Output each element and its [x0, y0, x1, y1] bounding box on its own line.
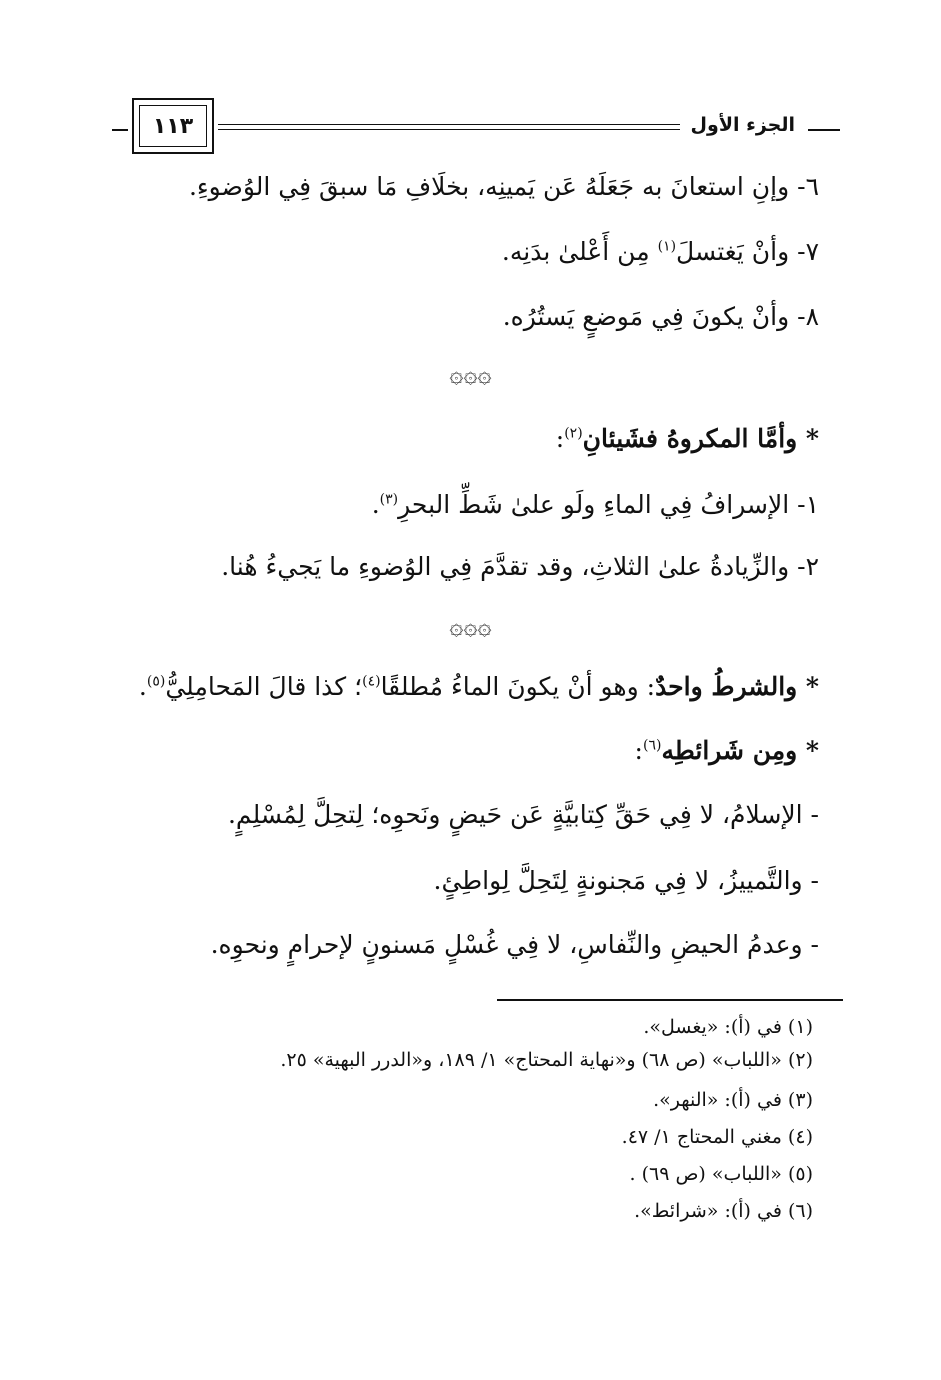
- header-double-rule: [218, 124, 680, 130]
- footnote-separator: [497, 999, 843, 1001]
- text-line: [372, 490, 819, 519]
- footnote: (٢) «اللباب» (ص ٦٨) و«نهاية المحتاج» ١/ ١٨٩، و«الدرر البهية» ٢٥.: [280, 1049, 813, 1071]
- line-text: : وهو أنْ يكونَ الماءُ مُطلقًا: [380, 672, 656, 701]
- page-number: ١١٣: [139, 105, 207, 147]
- heading-text: * والشرطُ واحدٌ: [655, 672, 819, 701]
- heading-text: * ومِن شَرائطِه: [661, 736, 819, 765]
- line-end: .: [138, 672, 147, 701]
- heading-colon: :: [555, 424, 565, 453]
- line-text: - وعدمُ الحيضِ والنِّفاسِ، لا فِي غُسْلٍ مَسنونٍ لإحرامٍ ونحوِه.: [210, 930, 819, 959]
- footnote-ref[interactable]: (٤): [362, 673, 381, 690]
- section-ornament: ۞۞۞: [449, 360, 492, 388]
- footnote-ref[interactable]: (٢): [564, 425, 583, 442]
- line-text: ٧- وأنْ يَغتسلَ: [676, 237, 819, 266]
- section-ornament: ۞۞۞: [449, 612, 492, 640]
- line-text: ؛ كذا قالَ المَحامِلِيُّ: [165, 672, 363, 701]
- footnote: (١) في (أ): «يغسل».: [643, 1016, 813, 1038]
- line-text: ٨- وأنْ يكونَ فِي مَوضعٍ يَستُرُه.: [502, 302, 819, 331]
- footnote-ref[interactable]: (٦): [642, 737, 662, 754]
- footnote-ref[interactable]: (١): [657, 238, 677, 255]
- header-dash-left: [112, 129, 128, 131]
- footnote-ref[interactable]: (٣): [379, 491, 399, 508]
- line-text: ١- الإسرافُ فِي الماءِ ولَو علىٰ شَطِّ البحرِ: [398, 490, 819, 519]
- text-line: [503, 302, 819, 331]
- text-line: [434, 866, 820, 895]
- line-text: - والتَّمييزُ، لا فِي مَجنونةٍ لِتَحِلَّ لِواطِئٍ.: [433, 866, 819, 895]
- text-line: [189, 172, 819, 201]
- heading-text: * وأمَّا المكروهُ فشَيئانِ: [582, 424, 819, 453]
- running-title: الجزء الأول: [690, 114, 795, 136]
- section-heading: [556, 424, 819, 453]
- text-line: [228, 800, 819, 829]
- footnote-ref[interactable]: (٥): [146, 673, 166, 690]
- heading-colon: :: [634, 736, 643, 765]
- page-header: [112, 98, 840, 162]
- page-number-frame: [132, 98, 214, 154]
- header-dash-right: [808, 129, 840, 131]
- text-line: [221, 552, 819, 581]
- line-end: .: [371, 490, 380, 519]
- line-text: - الإسلامُ، لا فِي حَقِّ كِتابيَّةٍ عَن حَيضٍ ونَحوِه؛ لِتحِلَّ لِمُسْلِمٍ.: [227, 800, 819, 829]
- text-line: [211, 930, 819, 959]
- footnote: (٣) في (أ): «النهر».: [653, 1089, 813, 1111]
- footnote: (٤) مغني المحتاج ١/ ٤٧.: [621, 1126, 813, 1148]
- footnote: (٦) في (أ): «شرائط».: [634, 1200, 813, 1222]
- text-line: [139, 672, 819, 701]
- text-line: [502, 237, 819, 266]
- line-text: مِن أَعْلىٰ بدَنِه.: [501, 237, 658, 266]
- line-text: ٢- والزِّيادةُ علىٰ الثلاثِ، وقد تقدَّمَ فِي الوُضوءِ ما يَجيءُ هُنا.: [221, 552, 819, 581]
- section-heading: [635, 736, 819, 765]
- footnote: (٥) «اللباب» (ص ٦٩) .: [629, 1163, 813, 1185]
- line-text: ٦- وإنِ استعانَ به جَعَلَهُ عَن يَمينِه، بخلَافِ مَا سبقَ فِي الوُضوءِ.: [188, 172, 819, 201]
